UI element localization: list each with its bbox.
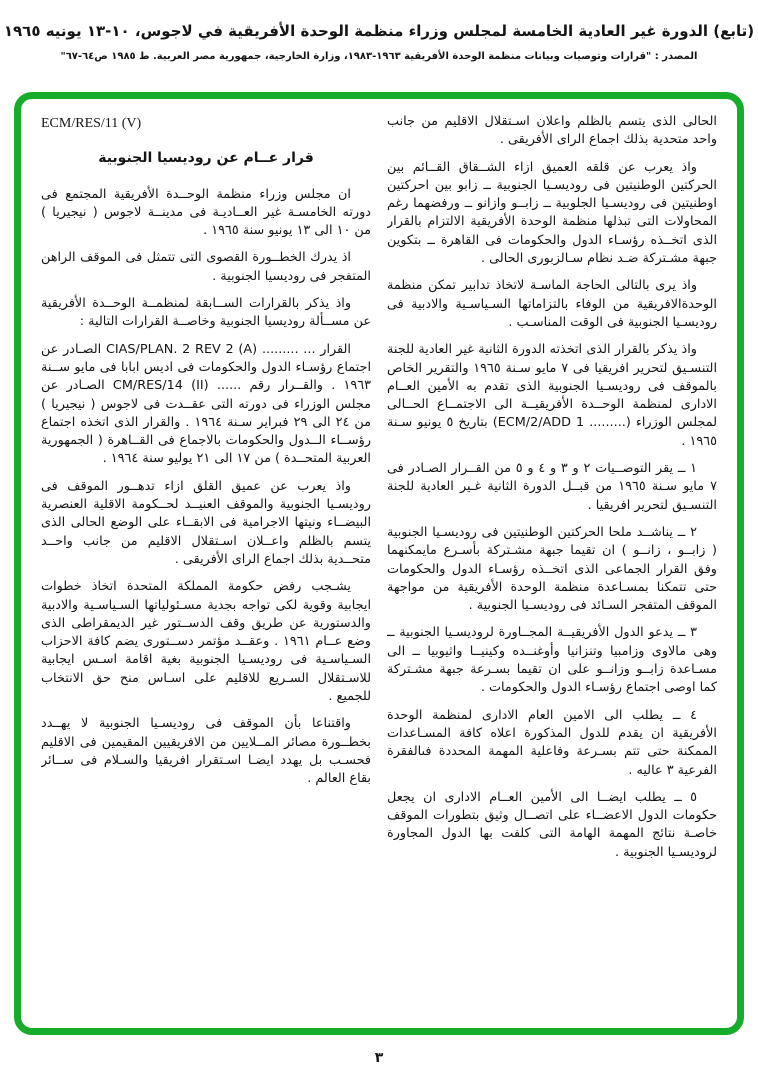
paragraph: واذ يذكر بالقرار الذى اتخذته الدورة الثانية غير العادية للجنة التنسـيق لتحرير افريقيا فى ٧ مايو سـنة ١٩٦٥ والتقرير الخاص بالموقف فى روديسـيا الجنوبية الذى تقدم به الأمين العــام الادارى لمنظمة الوحــدة الأفريقيــة الى الاجتمــاع الحــالى لمجلس الوزراء ⁦(ECM/2/ADD 1 .........)⁩ بتاريخ ٥ يونيو سـنة ١٩٦٥ . [387,342,717,449]
paragraph: واذ يعرب عن قلقه العميق ازاء الشــقاق القــائم بين الحركتين الوطنيتين فى روديسـيا الجنوبية ــ زابو بين احركتين اوطنيتين فى روديسـيا الجلوبية ــ زابــو وازانو ــ ورفضهما رغم المحاولات التى تبذلها منظمة الوحدة الأفريقية الالتزام بالقرار الذى اتخــذه رؤسـاء الدول والحكومات فى القاهرة ــ بتكوين جبهة مشـتركة ضـد نظام سـالزبورى الحالى . [387,159,717,267]
left-column [41,113,371,1020]
paragraph: الحالى الذى يتسم بالظلم واعلان اسـتقلال الاقليم من جانب واحد متحدية بذلك اجماع الراى الأفريقى . [387,114,717,148]
paragraph-numbered-5: ٥ ــ يطلب ايضــا الى الأمين العــام الادارى ان يجعل حكومات الدول الاعضــاء على اتصــال وثيق بتطورات الموقف خاصـة نتائج المهمة الهامة التى كلفت بها الدول المجاورة لروديسـيا الجنوبية . [387,789,717,860]
paragraph-numbered-3: ٣ ــ يدعو الدول الأفريقيــة المجــاورة لروديسـيا الجنوبية ــ وهى مالاوى وزامبيا وتنزانيا وأوغنــده وكينيــا واثيوبيا ــ الى مسـاعدة زابــو وزانــو على ان تقيما بسـرعة جبهة مشـتركة كما اوصى اجتماع رؤسـاء الدول والحكومات . [387,625,717,696]
paragraph: واقتناعا بأن الموقف فى روديسـيا الجنوبية لا يهــدد بخطــورة مصائر المــلايين من الافريقيين المقيمين فى الاقليم فحسـب بل يهدد ايضـا اسـتقرار افريقيا والسـلام فى ســائر بقاع العالم . [41,716,371,787]
green-border-frame [14,92,744,1035]
paragraph: القرار ... ......... ⁦CIAS/PLAN. 2 REV 2 (A)⁩ الصـادر عن اجتماع رؤسـاء الدول والحكومات فى اديس ابابا فى مايو ســنة ١٩٦٣ . والقــرار رقم ...... ⁦CM/RES/14 (II)⁩ الصـادر عن مجلس الوزراء فى دورته التى عقــدت فى لاجوس ( نيجيريا ) من ٢٤ الى ٢٩ فبراير سـنة ١٩٦٤ . والقرار الذى اتخذه اجتماع رؤســاء الــدول والحكومات بالاجماع فى القــاهرة ( الجمهورية العربية المتحــدة ) من ١٧ الى ٢١ يوليو سنة ١٩٦٤ . [41,341,371,467]
page-header [0,0,758,62]
header-session-line: (تابع) الدورة غير العادية الخامسة لمجلس وزراء منظمة الوحدة الأفريقية في لاجوس، ١٠-١٣ يونيه ١٩٦٥ [3,22,755,40]
paragraph-numbered-1: ١ ــ يقر التوصــيات ٢ و ٣ و ٤ و ٥ من القــرار الصـادر فى ٧ مايو سـنة ١٩٦٥ من قبــل الدورة الثانية غـير العادية للجنة التنسـيق لتحرير افريقيا . [387,461,717,513]
paragraph: يشـجب رفض حكومة المملكة المتحدة اتخاذ خطوات ايجابية وقوية لكى تواجه بجدية مسـئولياتها السـياسـية والادبية والدستورية عن طريق وقف الدســتور غير الديمقراطى الذى وضع عــام ١٩٦١ . وعقــد مؤتمر دســتورى يضم كافة الاحزاب السـياسـية فى روديسـيا الجنوبية بغية اقامة اسـس ايجابية للاسـتقلال السـريع للاقليم على اسـاس منح حق الانتخاب للجميع . [41,579,371,705]
paragraph: واذ يرى بالتالى الحاجة الماسـة لاتخاذ تدابير تمكن منظمة الوحدةالافريقية من الوفاء بالتزاماتها السـياسـية والادبية فى روديسـيا الجنوبية فى الوقت المناسـب . [387,278,717,330]
paragraph: واذ يعرب عن عميق القلق ازاء تدهــور الموقف فى روديسـيا الجنوبية والموقف العنيــد لحــكومة الاقلية العنصرية البيضــاء ونيتها الاجرامية فى الابقــاء على الوضع الحالى الذى يتسم بالظلم واعــلان اسـتقلال الاقليم من جانب واحــد متحــدية بذلك اجماع الراى الأفريقى . [41,478,371,567]
right-column [387,113,717,1020]
two-column-text-area [41,113,717,1020]
resolution-reference: ECM/RES/11 (V) [41,116,142,131]
paragraph: ان مجلس وزراء منظمة الوحــدة الأفريقية المجتمع فى دورته الخامسـة غير العــاديـة فى مدينــة لاجوس ( نيجيريا ) من ١٠ الى ١٣ يونيو سنة ١٩٦٥ . [41,186,371,239]
paragraph: اذ يدرك الخطــورة القصوى التى تتمثل فى الموقف الراهن المتفجر فى روديسيا الجنوبية . [41,250,371,284]
paragraph: واذ يذكر بالقرارات الســابقة لمنظمــة الوحــدة الأفريقية عن مســألة روديسيا الجنوبية وخاصــة القرارات التالية : [41,296,371,330]
paragraph-numbered-2: ٢ ــ يناشــد ملحا الحركتين الوطنيتين فى روديسـيا الجنوبية ( زابــو ، زانــو ) ان تقيما جبهة مشـتركة بأسـرع مايمكنهما وفق القرار الجماعى الذى اتخــذه رؤسـاء الدول والحكومات حتى تتمكنا بمسـاعدة منظمة الوحدة الأفريقية من مواجهة الموقف المتفجر السـائد فى روديسـيا الجنوبية . [387,524,717,614]
page-number: ٣ [374,1050,384,1066]
resolution-title: قرار عــام عن روديسيا الجنوبية [98,150,314,167]
header-source-line: المصدر : "قرارات وتوصيات وبيانات منظمة الوحدة الأفريقية ١٩٦٣-١٩٨٣، وزارة الخارجية، جمهورية مصر العربية. ط ١٩٨٥ ص٦٤-٦٧" [60,51,698,62]
paragraph-numbered-4: ٤ ــ يطلب الى الامين العام الادارى لمنظمة الوحدة الأفريقية ان يقدم للدول المذكورة اعلاه كافة المسـاعدات الممكنة حتى تتم بسـرعة وفاعلية المهمة المحددة فىالفقرة الفرعية ٣ عاليه . [387,707,717,778]
